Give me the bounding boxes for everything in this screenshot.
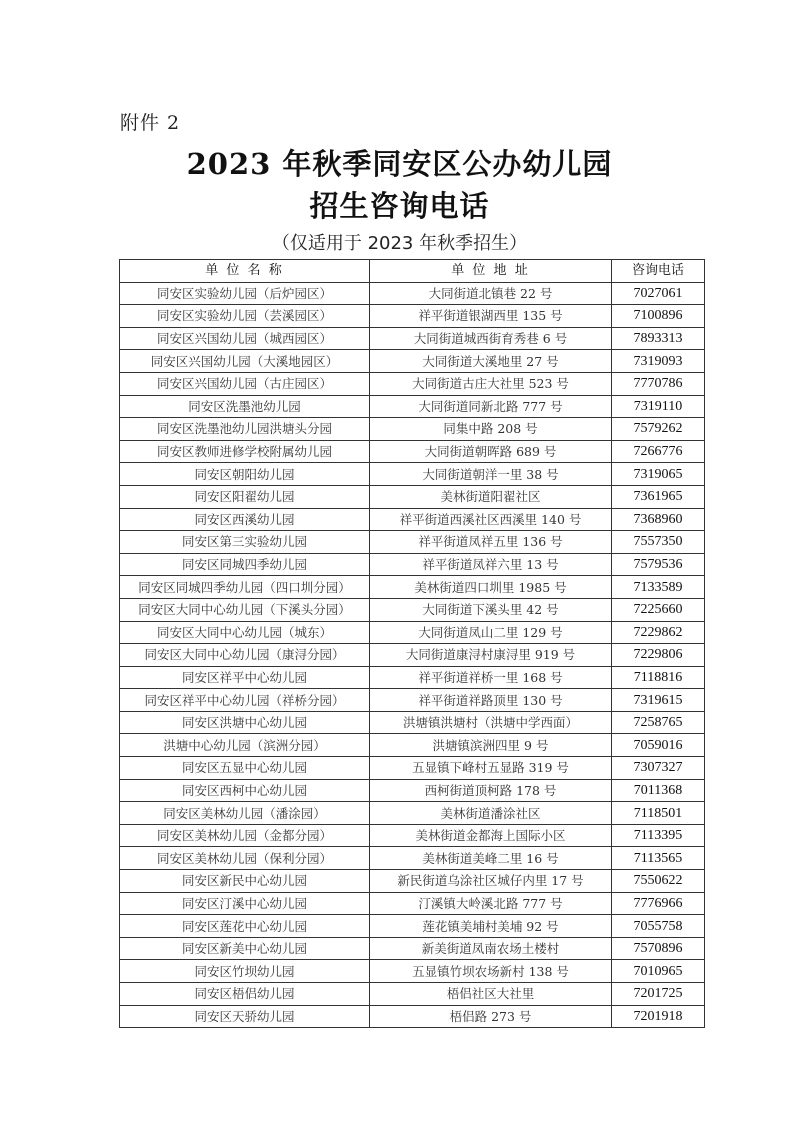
kindergarten-address: 祥平街道凤祥六里 13 号 xyxy=(370,553,612,576)
table-row xyxy=(120,1005,705,1028)
kindergarten-name: 同安区西柯中心幼儿园 xyxy=(120,779,370,802)
table-row xyxy=(120,327,705,350)
phone-number: 7319065 xyxy=(612,463,705,486)
phone-number: 7011368 xyxy=(612,779,705,802)
kindergarten-address: 洪塘镇滨洲四里 9 号 xyxy=(370,734,612,757)
table-row xyxy=(120,553,705,576)
kindergarten-name: 同安区朝阳幼儿园 xyxy=(120,463,370,486)
table-row xyxy=(120,372,705,395)
kindergarten-name: 同安区竹坝幼儿园 xyxy=(120,960,370,983)
phone-number: 7113395 xyxy=(612,824,705,847)
kindergarten-name: 同安区五显中心幼儿园 xyxy=(120,757,370,780)
kindergarten-name: 同安区兴国幼儿园（城西园区） xyxy=(120,327,370,350)
phone-number: 7059016 xyxy=(612,734,705,757)
kindergarten-address: 祥平街道祥桥一里 168 号 xyxy=(370,666,612,689)
table-row xyxy=(120,598,705,621)
table-row xyxy=(120,350,705,373)
kindergarten-name: 同安区教师进修学校附属幼儿园 xyxy=(120,440,370,463)
attachment-label: 附件 2 xyxy=(120,112,181,134)
kindergarten-address: 莲花镇美埔村美埔 92 号 xyxy=(370,915,612,938)
kindergarten-address: 美林街道阳翟社区 xyxy=(370,485,612,508)
phone-number: 7010965 xyxy=(612,960,705,983)
kindergarten-address: 大同街道朝晖路 689 号 xyxy=(370,440,612,463)
kindergarten-address: 祥平街道银湖西里 135 号 xyxy=(370,305,612,328)
phone-number: 7225660 xyxy=(612,598,705,621)
kindergarten-address: 五显镇下峰村五显路 319 号 xyxy=(370,757,612,780)
kindergarten-address: 五显镇竹坝农场新村 138 号 xyxy=(370,960,612,983)
table-row xyxy=(120,983,705,1006)
kindergarten-address: 祥平街道祥路顶里 130 号 xyxy=(370,689,612,712)
table-row xyxy=(120,485,705,508)
kindergarten-address: 大同街道大溪地里 27 号 xyxy=(370,350,612,373)
kindergarten-address: 汀溪镇大岭溪北路 777 号 xyxy=(370,892,612,915)
table-row xyxy=(120,779,705,802)
phone-number: 7579536 xyxy=(612,553,705,576)
table-row xyxy=(120,395,705,418)
table-row xyxy=(120,282,705,305)
table-row xyxy=(120,508,705,531)
header-phone: 咨询电话 xyxy=(612,260,705,283)
kindergarten-address: 新美街道凤南农场土楼村 xyxy=(370,937,612,960)
phone-number: 7266776 xyxy=(612,440,705,463)
kindergarten-name: 同安区新美中心幼儿园 xyxy=(120,937,370,960)
table-row xyxy=(120,711,705,734)
kindergarten-name: 同安区梧侣幼儿园 xyxy=(120,983,370,1006)
kindergarten-name: 同安区洗墨池幼儿园 xyxy=(120,395,370,418)
kindergarten-name: 同安区同城四季幼儿园 xyxy=(120,553,370,576)
phone-number: 7229806 xyxy=(612,644,705,667)
kindergarten-address: 祥平街道凤祥五里 136 号 xyxy=(370,531,612,554)
table-row xyxy=(120,892,705,915)
table-row xyxy=(120,824,705,847)
kindergarten-name: 同安区大同中心幼儿园（城东） xyxy=(120,621,370,644)
phone-number: 7118816 xyxy=(612,666,705,689)
table-row xyxy=(120,440,705,463)
kindergarten-name: 同安区兴国幼儿园（古庄园区） xyxy=(120,372,370,395)
kindergarten-name: 同安区兴国幼儿园（大溪地园区） xyxy=(120,350,370,373)
kindergarten-address: 美林街道美峰二里 16 号 xyxy=(370,847,612,870)
table-row xyxy=(120,644,705,667)
phone-number: 7893313 xyxy=(612,327,705,350)
table-row xyxy=(120,418,705,441)
kindergarten-name: 同安区美林幼儿园（金都分园） xyxy=(120,824,370,847)
phone-number: 7201918 xyxy=(612,1005,705,1028)
kindergarten-address: 大同街道康浔村康浔里 919 号 xyxy=(370,644,612,667)
kindergarten-address: 梧侣路 273 号 xyxy=(370,1005,612,1028)
table-row xyxy=(120,870,705,893)
document-title-line2: 招生咨询电话 xyxy=(309,189,490,223)
phone-number: 7229862 xyxy=(612,621,705,644)
kindergarten-address: 祥平街道西溪社区西溪里 140 号 xyxy=(370,508,612,531)
phone-number: 7100896 xyxy=(612,305,705,328)
kindergarten-address: 同集中路 208 号 xyxy=(370,418,612,441)
phone-number: 7319615 xyxy=(612,689,705,712)
kindergarten-address: 大同街道同新北路 777 号 xyxy=(370,395,612,418)
kindergarten-name: 同安区祥平中心幼儿园 xyxy=(120,666,370,689)
kindergarten-address: 大同街道古庄大社里 523 号 xyxy=(370,372,612,395)
kindergarten-address: 美林街道四口圳里 1985 号 xyxy=(370,576,612,599)
kindergarten-address: 大同街道朝洋一里 38 号 xyxy=(370,463,612,486)
kindergarten-address: 美林街道金都海上国际小区 xyxy=(370,824,612,847)
table-row xyxy=(120,305,705,328)
table-row xyxy=(120,937,705,960)
table-row xyxy=(120,463,705,486)
table-row xyxy=(120,689,705,712)
kindergarten-name: 同安区莲花中心幼儿园 xyxy=(120,915,370,938)
header-address: 单 位 地 址 xyxy=(370,260,612,283)
phone-number: 7368960 xyxy=(612,508,705,531)
table-row xyxy=(120,666,705,689)
phone-number: 7570896 xyxy=(612,937,705,960)
kindergarten-name: 同安区阳翟幼儿园 xyxy=(120,485,370,508)
table-row xyxy=(120,621,705,644)
kindergarten-name: 同安区同城四季幼儿园（四口圳分园） xyxy=(120,576,370,599)
phone-number: 7113565 xyxy=(612,847,705,870)
document-title: 2023 年秋季同安区公办幼儿园 xyxy=(186,147,613,181)
header-name: 单 位 名 称 xyxy=(120,260,370,283)
phone-number: 7307327 xyxy=(612,757,705,780)
phone-number: 7557350 xyxy=(612,531,705,554)
table-row xyxy=(120,802,705,825)
kindergarten-name: 同安区西溪幼儿园 xyxy=(120,508,370,531)
kindergarten-address: 新民街道乌涂社区城仔内里 17 号 xyxy=(370,870,612,893)
kindergarten-name: 同安区洪塘中心幼儿园 xyxy=(120,711,370,734)
document-subtitle: （仅适用于 2023 年秋季招生） xyxy=(271,233,528,254)
kindergarten-name: 同安区实验幼儿园（芸溪园区） xyxy=(120,305,370,328)
table-row xyxy=(120,847,705,870)
kindergarten-name: 同安区大同中心幼儿园（下溪头分园） xyxy=(120,598,370,621)
kindergarten-name: 同安区祥平中心幼儿园（祥桥分园） xyxy=(120,689,370,712)
kindergarten-name: 同安区新民中心幼儿园 xyxy=(120,870,370,893)
phone-number: 7319093 xyxy=(612,350,705,373)
kindergarten-name: 同安区大同中心幼儿园（康浔分园） xyxy=(120,644,370,667)
table-body xyxy=(120,282,705,1028)
table-row xyxy=(120,531,705,554)
kindergarten-name: 同安区实验幼儿园（后炉园区） xyxy=(120,282,370,305)
kindergarten-name: 洪塘中心幼儿园（滨洲分园） xyxy=(120,734,370,757)
kindergarten-name: 同安区洗墨池幼儿园洪塘头分园 xyxy=(120,418,370,441)
phone-number: 7361965 xyxy=(612,485,705,508)
table-row xyxy=(120,576,705,599)
kindergarten-address: 大同街道北镇巷 22 号 xyxy=(370,282,612,305)
table-row xyxy=(120,960,705,983)
phone-number: 7550622 xyxy=(612,870,705,893)
kindergarten-address: 洪塘镇洪塘村（洪塘中学西面） xyxy=(370,711,612,734)
phone-number: 7133589 xyxy=(612,576,705,599)
phone-number: 7027061 xyxy=(612,282,705,305)
kindergarten-name: 同安区第三实验幼儿园 xyxy=(120,531,370,554)
kindergarten-address: 大同街道城西街育秀巷 6 号 xyxy=(370,327,612,350)
kindergarten-name: 同安区美林幼儿园（保利分园） xyxy=(120,847,370,870)
table-row xyxy=(120,915,705,938)
kindergarten-address: 大同街道凤山二里 129 号 xyxy=(370,621,612,644)
kindergarten-address: 梧侣社区大社里 xyxy=(370,983,612,1006)
phone-number: 7258765 xyxy=(612,711,705,734)
table-row xyxy=(120,757,705,780)
kindergarten-address: 美林街道潘涂社区 xyxy=(370,802,612,825)
phone-number: 7201725 xyxy=(612,983,705,1006)
table-header-row xyxy=(120,260,705,283)
phone-number: 7055758 xyxy=(612,915,705,938)
phone-number: 7770786 xyxy=(612,372,705,395)
phone-number: 7118501 xyxy=(612,802,705,825)
kindergarten-name: 同安区汀溪中心幼儿园 xyxy=(120,892,370,915)
kindergarten-name: 同安区天骄幼儿园 xyxy=(120,1005,370,1028)
kindergarten-address: 大同街道下溪头里 42 号 xyxy=(370,598,612,621)
phone-number: 7776966 xyxy=(612,892,705,915)
kindergarten-address: 西柯街道顶柯路 178 号 xyxy=(370,779,612,802)
table-row xyxy=(120,734,705,757)
contacts-table xyxy=(119,259,705,1028)
phone-number: 7319110 xyxy=(612,395,705,418)
phone-number: 7579262 xyxy=(612,418,705,441)
kindergarten-name: 同安区美林幼儿园（潘涂园） xyxy=(120,802,370,825)
